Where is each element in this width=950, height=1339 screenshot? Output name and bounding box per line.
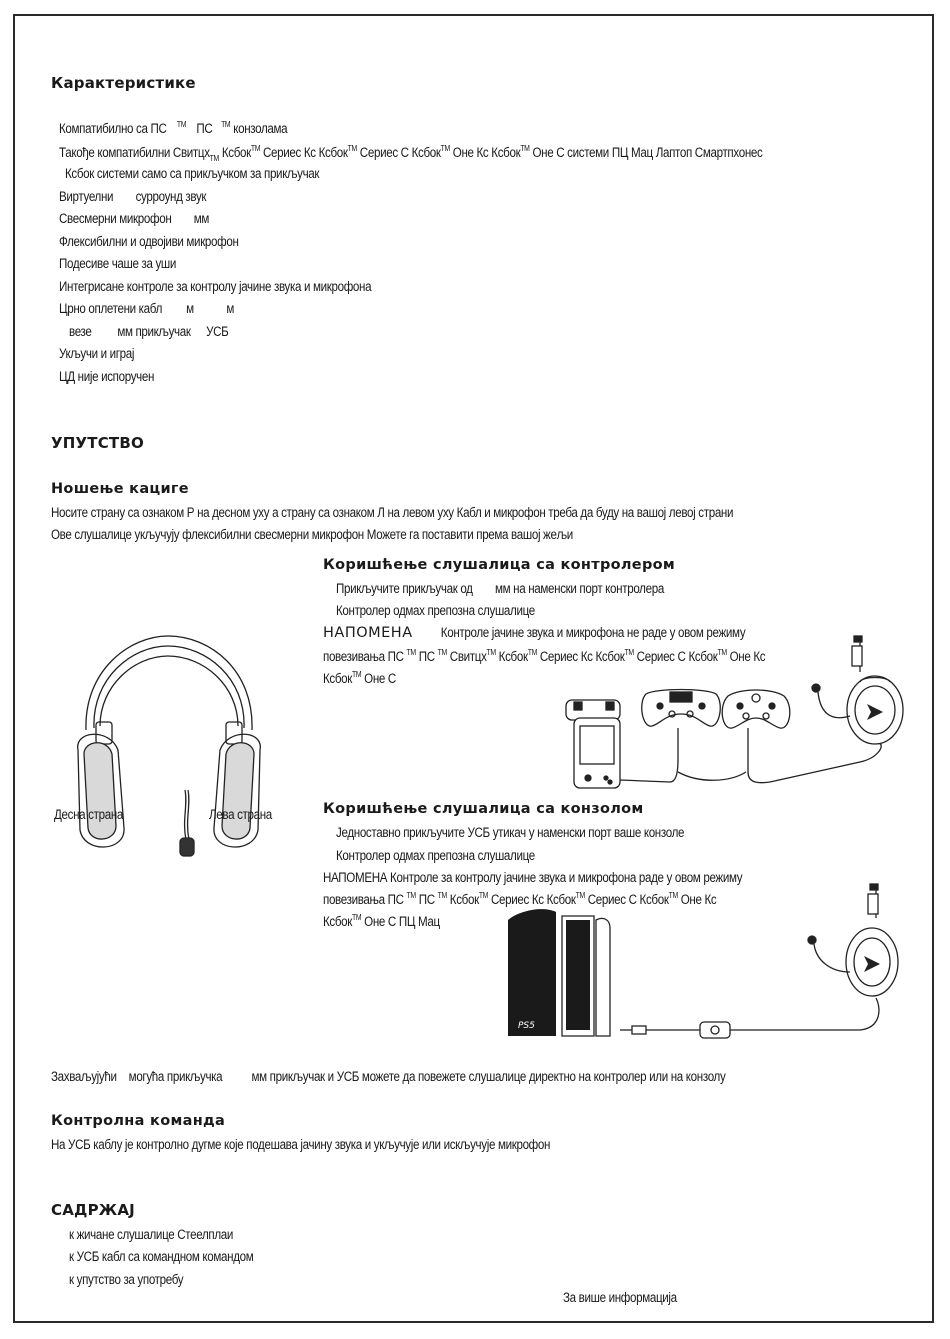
feature-line-earcups: Подесиве чаше за уши — [59, 256, 177, 271]
usb-control-box-icon — [700, 1022, 730, 1038]
ps5-console-icon — [508, 909, 610, 1036]
wearing-text-2: Ове слушалице укључују флексибилни свесмерни микрофон Можете га поставити према вашој жељи — [51, 527, 573, 542]
wearing-text-1: Носите страну са ознаком Р на десном уху а страну са ознаком Л на левом уху Кабл и микрофон треба да буду на вашој левој страни — [51, 505, 734, 520]
console-section-heading: Коришћење слушалица са конзолом — [323, 801, 644, 817]
controller-step-1: Прикључите прикључак од мм на наменски порт контролера — [336, 581, 664, 596]
contents-item-usb-cable: к УСБ кабл са командном командом — [69, 1249, 254, 1264]
switch-console-icon — [566, 700, 620, 788]
ps5-logo-text: PS5 — [518, 1021, 535, 1031]
controller-compat-line-2: Ксбок™ Оне С — [323, 670, 396, 686]
console-compat-line-2: Ксбок™ Оне С ПЦ Мац — [323, 913, 440, 929]
feature-line-plug-play: Укључи и играј — [59, 346, 135, 361]
controller-step-2: Контролер одмах препозна слушалице — [336, 603, 535, 618]
contents-item-manual: к упутство за употребу — [69, 1272, 184, 1287]
control-text: На УСБ каблу је контролно дугме које подешава јачину звука и укључује или искључује микрофон — [51, 1137, 551, 1152]
headset-front-illustration — [70, 630, 270, 865]
right-side-label: Десна страна — [54, 807, 124, 822]
feature-line-compatibility: Компатибилно са ПС ™ ПС ™ конзолама — [59, 120, 288, 136]
controller-connection-illustration — [560, 632, 920, 792]
feature-line-no-cd: ЦД није испоручен — [59, 369, 155, 384]
feature-line-surround: Виртуелни сурроунд звук — [59, 189, 207, 204]
control-heading: Контролна команда — [51, 1113, 226, 1129]
left-side-label: Лева страна — [209, 807, 272, 822]
wearing-heading: Ношење кациге — [51, 481, 189, 497]
xbox-controller-icon — [722, 690, 790, 728]
contents-heading: САДРЖАЈ — [51, 1201, 135, 1219]
feature-line-cable: Црно оплетени кабл м м — [59, 301, 235, 316]
controller-compat-line: повезивања ПС ™ ПС ™ Свитцх™ Ксбок™ Сериес Кс Ксбок™ Сериес С Ксбок™ Оне Кс — [323, 648, 766, 664]
console-connection-illustration — [500, 880, 900, 1040]
feature-line-also-compatible: Такође компатибилни Свитцх$_{TM}$ Ксбок™ Сериес Кс Ксбок™ Сериес С Ксбок™ Оне Кс Ксбок™ Оне С системи ПЦ Мац Лаптоп Смартпхонес — [59, 144, 763, 163]
console-step-1: Једноставно прикључите УСБ утикач у наменски порт ваше конзоле — [336, 825, 685, 840]
features-heading: Карактеристике — [51, 74, 196, 92]
console-step-2: Контролер одмах препозна слушалице — [336, 848, 535, 863]
feature-line-xbox-note: Ксбок системи само са прикључком за прикључак — [65, 166, 320, 181]
ps-controller-icon — [642, 690, 721, 727]
manual-heading: УПУТСТВО — [51, 434, 144, 452]
headset-side-icon-2 — [808, 884, 898, 996]
connection-summary-text: Захваљујући могућа прикључка мм прикључак и УСБ можете да повежете слушалице директно на контролер или на конзолу — [51, 1069, 726, 1084]
feature-line-mic: Свесмерни микрофон мм — [59, 211, 210, 226]
feature-line-flexible-mic: Флексибилни и одвојиви микрофон — [59, 234, 239, 249]
headset-side-icon — [812, 636, 903, 744]
console-compat-line: повезивања ПС ™ ПС ™ Ксбок™ Сериес Кс Ксбок™ Сериес С Ксбок™ Оне Кс — [323, 891, 717, 907]
controller-note: НАПОМЕНА Контроле јачине звука и микрофона не раде у овом режиму — [323, 625, 746, 641]
more-info-text: За више информација — [563, 1290, 677, 1305]
feature-line-controls: Интегрисане контроле за контролу јачине звука и микрофона — [59, 279, 372, 294]
contents-item-headset: к жичане слушалице Стеелплаи — [69, 1227, 234, 1242]
console-note: НАПОМЕНА Контроле за контролу јачине звука и микрофона раде у овом режиму — [323, 870, 743, 885]
controller-section-heading: Коришћење слушалица са контролером — [323, 557, 676, 573]
feature-line-connections: везе мм прикључак УСБ — [69, 324, 229, 339]
